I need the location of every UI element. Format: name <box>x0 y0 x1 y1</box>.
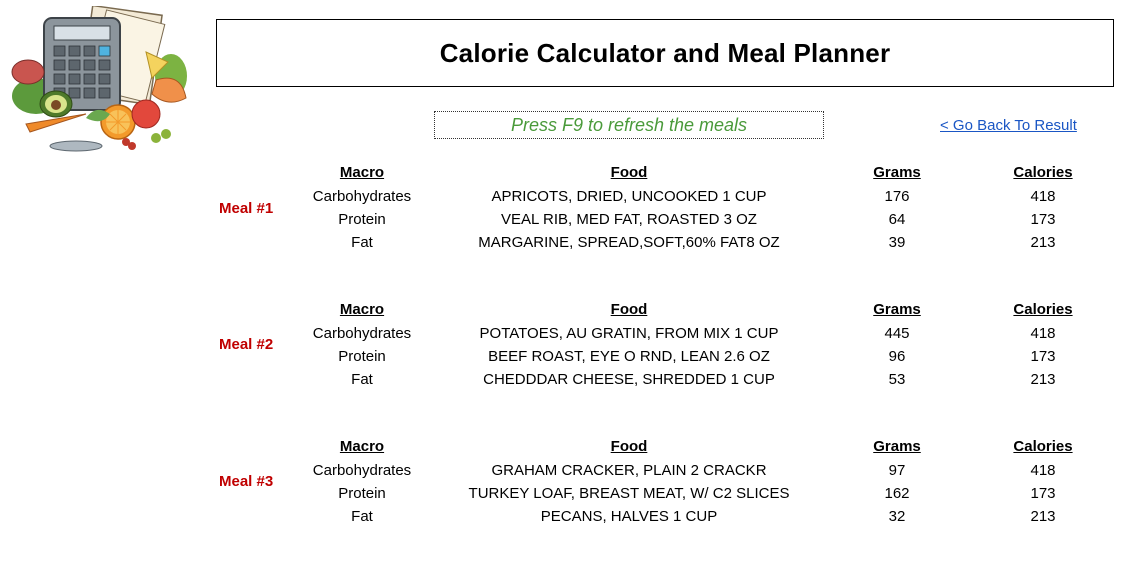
macro-cell: Carbohydrates <box>312 325 412 342</box>
food-cell: APRICOTS, DRIED, UNCOOKED 1 CUP <box>491 188 767 205</box>
grams-cell: 97 <box>888 462 906 479</box>
food-header: Food <box>610 438 648 455</box>
food-header: Food <box>610 301 648 318</box>
food-cell: VEAL RIB, MED FAT, ROASTED 3 OZ <box>501 211 757 228</box>
grams-header: Grams <box>873 438 921 455</box>
macro-header: Macro <box>339 301 385 318</box>
calories-cell: 173 <box>1030 485 1056 502</box>
calories-header: Calories <box>1013 438 1073 455</box>
macro-cell: Protein <box>338 485 386 502</box>
grams-header: Grams <box>873 164 921 181</box>
macro-cell: Carbohydrates <box>312 462 412 479</box>
calculator-food-illustration-icon <box>6 6 196 156</box>
calories-header: Calories <box>1013 164 1073 181</box>
meal-label: Meal #3 <box>219 473 274 490</box>
calories-cell: 418 <box>1030 325 1056 342</box>
meal-label: Meal #1 <box>219 200 274 217</box>
grams-cell: 445 <box>884 325 910 342</box>
food-cell: CHEDDDAR CHEESE, SHREDDED 1 CUP <box>483 371 775 388</box>
macro-cell: Fat <box>351 508 373 525</box>
macro-cell: Carbohydrates <box>312 188 412 205</box>
food-cell: TURKEY LOAF, BREAST MEAT, W/ C2 SLICES <box>468 485 790 502</box>
refresh-note-box <box>434 111 824 139</box>
grams-cell: 64 <box>888 211 906 228</box>
macro-cell: Fat <box>351 371 373 388</box>
title-box <box>216 19 1114 87</box>
macro-cell: Fat <box>351 234 373 251</box>
meal-block-2 <box>0 301 1140 393</box>
food-cell: POTATOES, AU GRATIN, FROM MIX 1 CUP <box>479 325 779 342</box>
calories-cell: 418 <box>1030 188 1056 205</box>
meal-block-1 <box>0 164 1140 256</box>
refresh-note: Press F9 to refresh the meals <box>510 114 748 135</box>
meal-label: Meal #2 <box>219 336 274 353</box>
calories-cell: 213 <box>1030 371 1056 388</box>
grams-cell: 96 <box>888 348 906 365</box>
macro-header: Macro <box>339 438 385 455</box>
food-header: Food <box>610 164 648 181</box>
page-title: Calorie Calculator and Meal Planner <box>439 37 891 68</box>
grams-cell: 176 <box>884 188 910 205</box>
calories-cell: 213 <box>1030 234 1056 251</box>
food-cell: GRAHAM CRACKER, PLAIN 2 CRACKR <box>491 462 767 479</box>
meal-block-3 <box>0 438 1140 530</box>
grams-header: Grams <box>873 301 921 318</box>
go-back-to-result-link[interactable]: < Go Back To Result <box>940 117 1077 134</box>
grams-cell: 39 <box>888 234 906 251</box>
food-cell: BEEF ROAST, EYE O RND, LEAN 2.6 OZ <box>488 348 770 365</box>
calories-header: Calories <box>1013 301 1073 318</box>
grams-cell: 32 <box>888 508 906 525</box>
calories-cell: 173 <box>1030 211 1056 228</box>
macro-cell: Protein <box>338 211 386 228</box>
macro-header: Macro <box>339 164 385 181</box>
grams-cell: 162 <box>884 485 910 502</box>
macro-cell: Protein <box>338 348 386 365</box>
calories-cell: 418 <box>1030 462 1056 479</box>
calories-cell: 173 <box>1030 348 1056 365</box>
grams-cell: 53 <box>888 371 906 388</box>
food-cell: MARGARINE, SPREAD,SOFT,60% FAT8 OZ <box>478 234 780 251</box>
calories-cell: 213 <box>1030 508 1056 525</box>
food-cell: PECANS, HALVES 1 CUP <box>540 508 718 525</box>
